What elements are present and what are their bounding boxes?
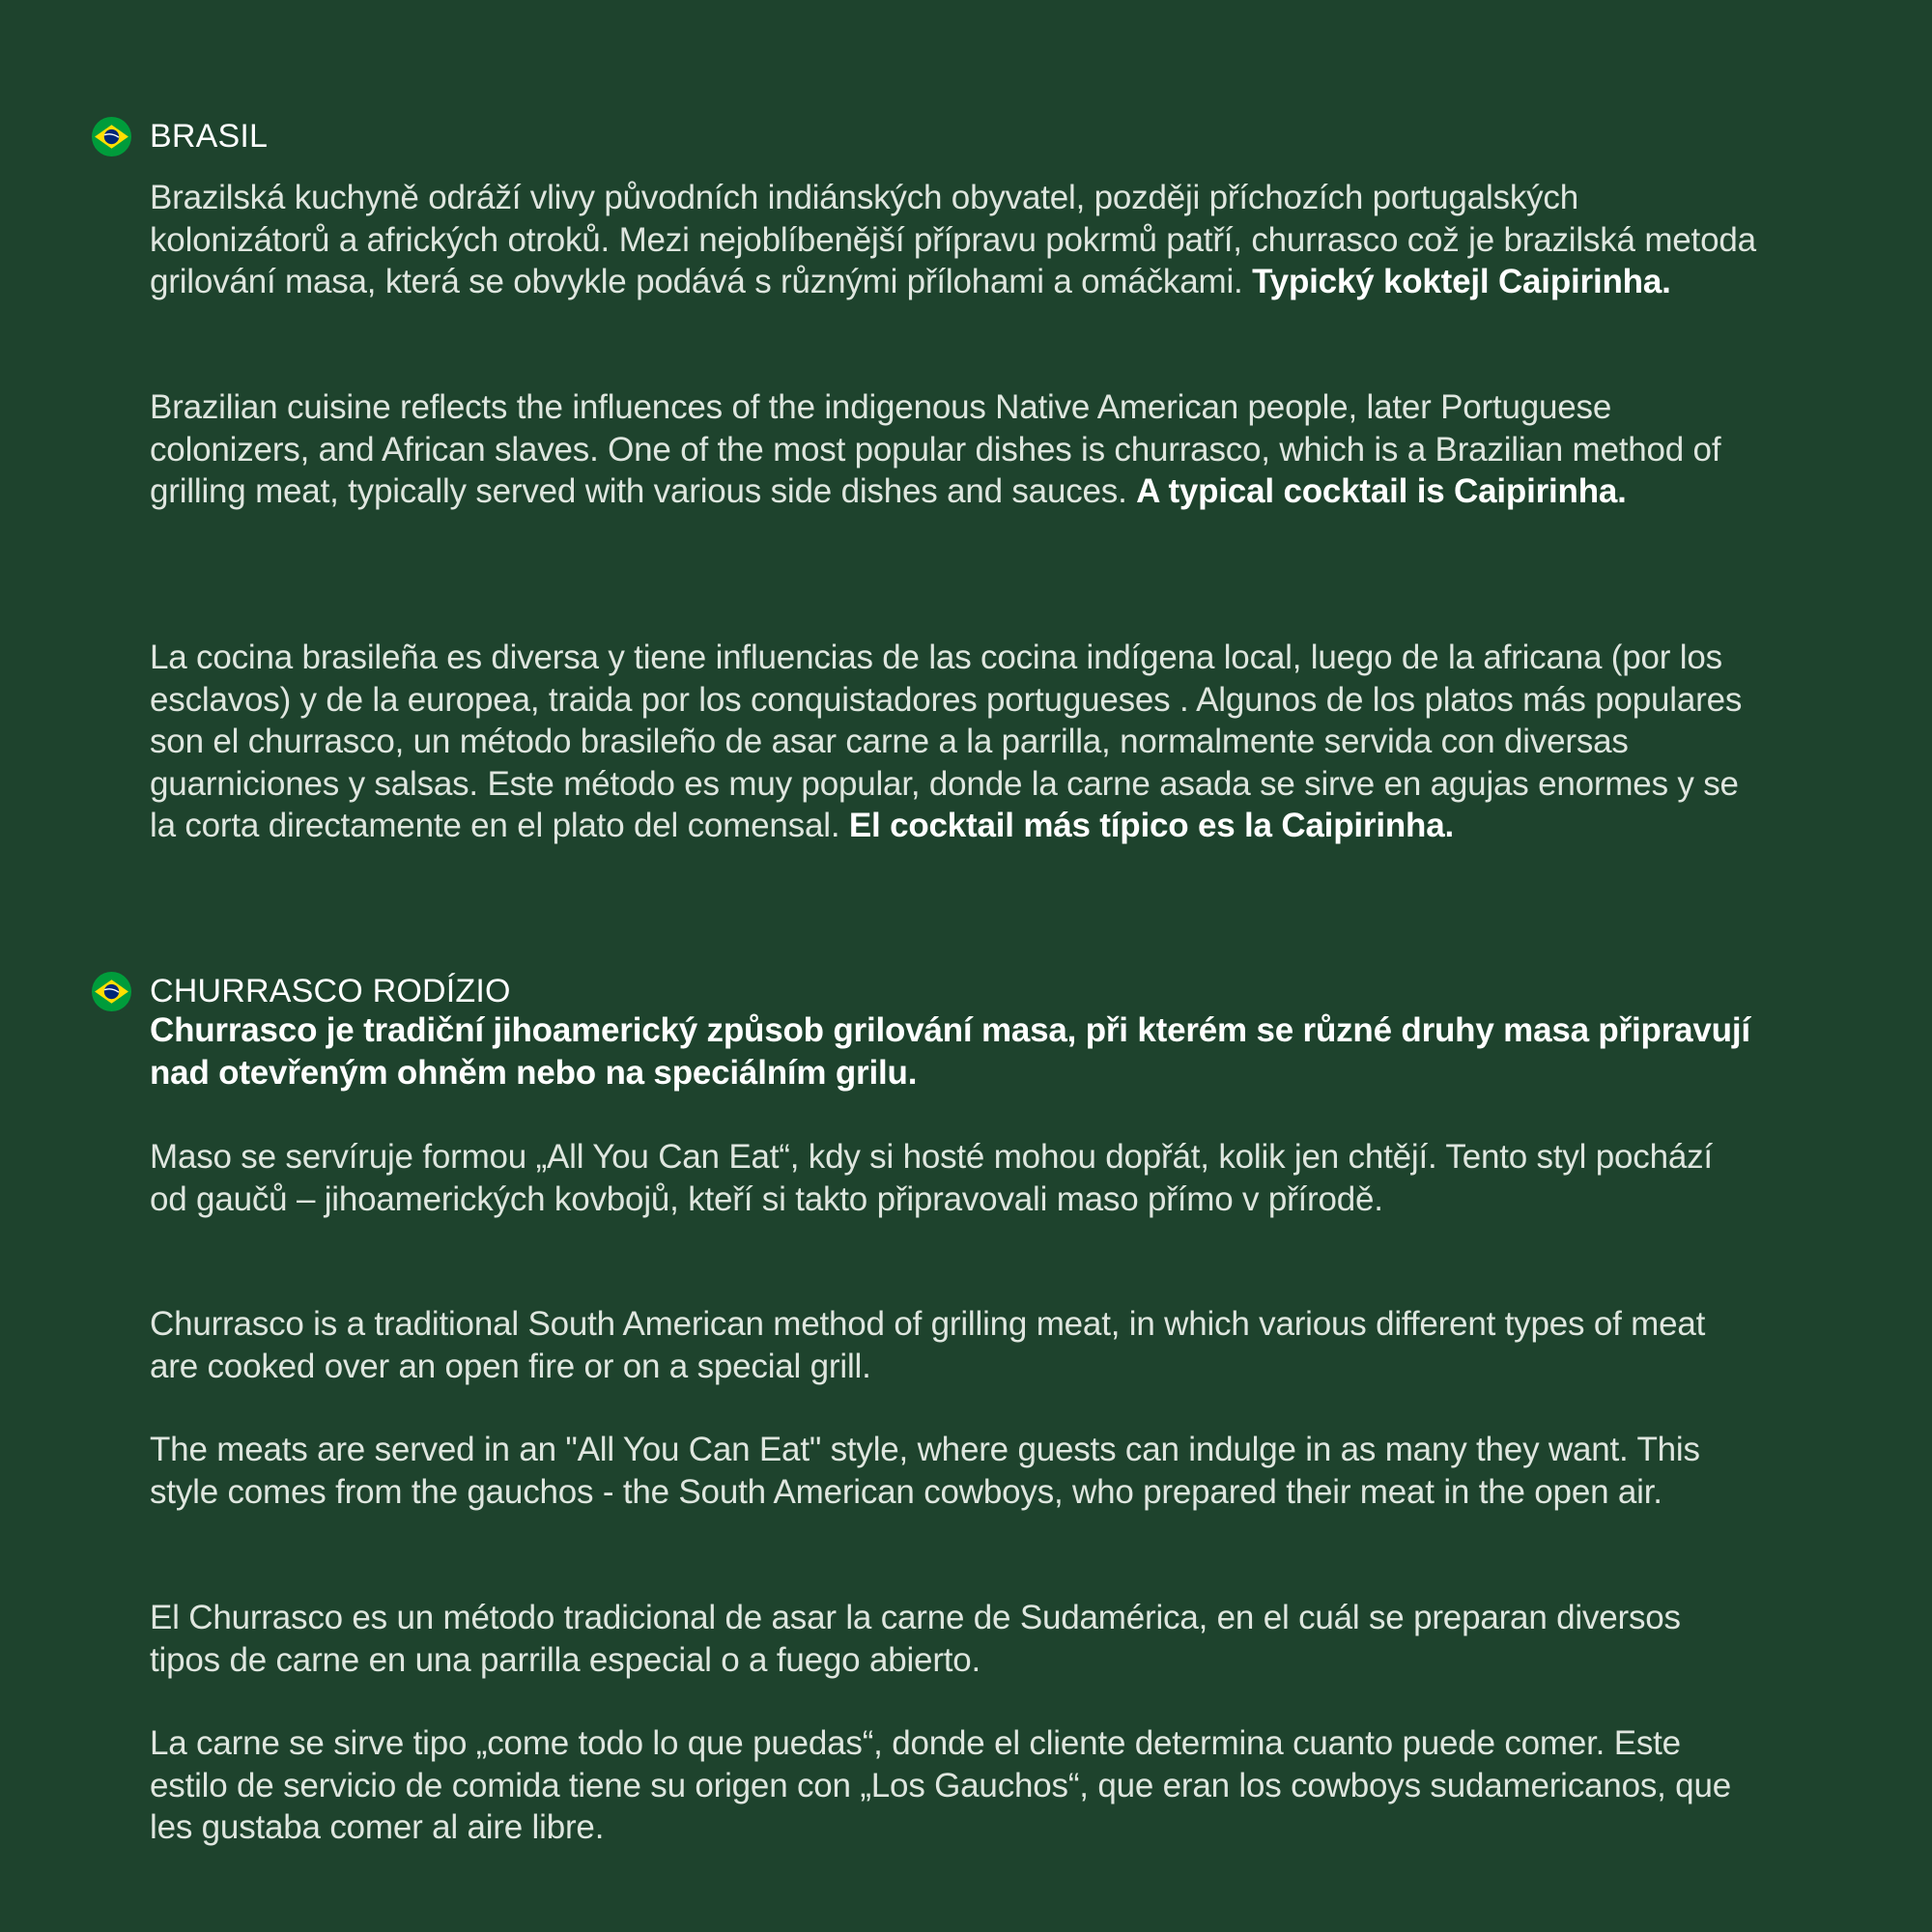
paragraph-text: Brazilská kuchyně odráží vlivy původních indiánských obyvatel, později příchozích portugalských kolonizátorů a afrických otroků. Mezi nejoblíbenější přípravu pokrmů patří, churrasco což je brazilská metoda grilování masa, která se obvykle podává s různými přílohami a omáčkami.	[150, 179, 1756, 300]
section-title: BRASIL	[150, 118, 269, 155]
paragraph-emphasis: Typický koktejl Caipirinha.	[1252, 263, 1671, 300]
brazil-flag-icon	[92, 972, 131, 1011]
paragraph-text: La cocina brasileña es diversa y tiene influencias de las cocina indígena local, luego de la africana (por los esclavos) y de la europea, traida por los conquistadores portugueses . Algunos de los platos más populares son el churrasco, un método brasileño de asar carne a la parrilla, normalmente servida con diversas guarniciones y salsas. Este método es muy popular, donde la carne asada se sirve en agujas enormes y se la corta directamente en el plato del comensal.	[150, 639, 1743, 844]
paragraph-en-2: The meats are served in an "All You Can Eat" style, where guests can indulge in as many they want. This style comes from the gauchos - the South American cowboys, who prepared their meat in the open air.	[150, 1431, 1700, 1511]
paragraph-text: Brazilian cuisine reflects the influences of the indigenous Native American people, later Portuguese colonizers, and African slaves. One of the most popular dishes is churrasco, which is a Brazilian method of grilling meat, typically served with various side dishes and sauces.	[150, 388, 1721, 510]
paragraph-emphasis: A typical cocktail is Caipirinha.	[1136, 472, 1627, 510]
paragraph-es-2: La carne se sirve tipo „come todo lo que puedas“, donde el cliente determina cuanto puede comer. Este estilo de servicio de comida tiene su origen con „Los Gauchos“, que eran los cowboys sudamericanos, que les gustaba comer al aire libre.	[150, 1724, 1731, 1846]
paragraph-cz: Maso se servíruje formou „All You Can Eat“, kdy si hosté mohou dopřát, kolik jen chtějí. Tento styl pochází od gaučů – jihoamerických kovbojů, kteří si takto připravovali maso přímo v přírodě.	[150, 1138, 1713, 1218]
paragraph-en	[150, 386, 1758, 513]
paragraph-en-1: Churrasco is a traditional South American method of grilling meat, in which various different types of meat are cooked over an open fire or on a special grill.	[150, 1305, 1706, 1385]
paragraph-es-1: El Churrasco es un método tradicional de asar la carne de Sudamérica, en el cuál se preparan diversos tipos de carne en una parrilla especial o a fuego abierto.	[150, 1599, 1681, 1679]
lead-paragraph: Churrasco je tradiční jihoamerický způsob grilování masa, při kterém se různé druhy masa připravují nad otevřeným ohněm nebo na speciálním grilu.	[150, 1011, 1750, 1092]
brazil-flag-icon	[92, 117, 131, 156]
section-title: CHURRASCO RODÍZIO	[150, 973, 511, 1009]
paragraph-cz	[150, 177, 1758, 303]
paragraph-es	[150, 637, 1758, 847]
paragraph-emphasis: El cocktail más típico es la Caipirinha.	[848, 807, 1454, 844]
